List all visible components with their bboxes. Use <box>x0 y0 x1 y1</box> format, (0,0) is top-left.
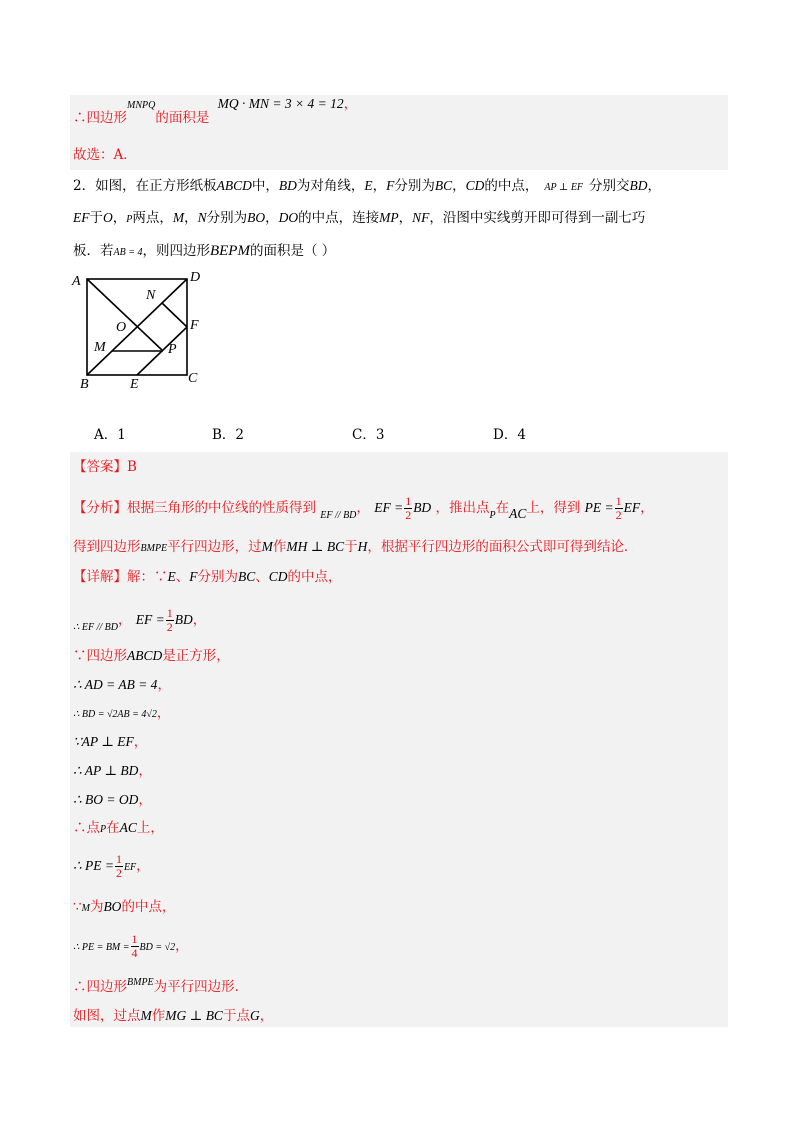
answer-line: 【答案】B <box>73 459 137 475</box>
detail-line-3: ∵四边形ABCD是正方形， <box>73 648 230 664</box>
label-n: N <box>146 288 156 303</box>
analysis-line-1: 【分析】根据三角形的中位线的性质得到 $_{EF // BD}$， EF = $\frac{1}{2}$ BD ，推出点$_P$在AC上，得到 PE = $\frac{1}{2}$ EF， <box>73 494 654 522</box>
label-o: O <box>116 320 127 335</box>
solution-highlight-top <box>70 95 728 170</box>
detail-line-11: ∵M为BO的中点， <box>73 899 176 915</box>
label-e: E <box>130 377 139 392</box>
choice-a[interactable]: A．1 <box>94 427 126 443</box>
choice-c[interactable]: C．3 <box>352 427 385 443</box>
choice-d[interactable]: D．4 <box>493 427 526 443</box>
top-line-1: ∴四边形$^{MNPQ}$的面积是 MQ · MN = 3 × 4 = 12， <box>73 96 358 126</box>
frac-half: $\frac{1}{2}$ <box>115 852 122 880</box>
choice-b[interactable]: B．2 <box>212 427 245 443</box>
tangram-square-figure <box>70 268 210 393</box>
line-nf <box>162 303 187 327</box>
frac-half: $\frac{1}{2}$ <box>166 606 173 634</box>
detail-line-13: ∴四边形$^{BMPE}$为平行四边形． <box>73 977 249 995</box>
detail-line-5: ∴ BD = √2AB = 4√2， <box>73 705 171 721</box>
detail-line-7: ∴ AP ⊥ BD， <box>73 763 152 779</box>
detail-line-12: ∴ PE = BM = $\frac{1}{4}$ BD = √2， <box>73 932 189 960</box>
label-m: M <box>94 340 106 355</box>
detail-line-8: ∴ BO = OD， <box>73 792 152 808</box>
analysis-line-2: 得到四边形BMPE平行四边形，过M作MH ⊥ BC于H，根据平行四边形的面积公式即可得到结论． <box>73 539 638 555</box>
label-c: C <box>188 371 198 386</box>
detail-line-2: $_{\therefore EF // BD}$， EF = $\frac{1}{2}$ BD， <box>73 606 207 634</box>
frac-half: $\frac{1}{2}$ <box>405 494 412 522</box>
question-line-1: 2．如图，在正方形纸板ABCD中，BD为对角线，E，F分别为BC，CD的中点， AP ⊥ EF 分别交BD， <box>73 178 662 194</box>
detail-line-14: 如图，过点M作MG ⊥ BC于点G， <box>73 1008 274 1024</box>
label-d: D <box>190 270 201 285</box>
top-line-2: 故选：A． <box>73 147 137 163</box>
frac-half: $\frac{1}{2}$ <box>615 494 622 522</box>
label-a: A <box>72 274 81 289</box>
detail-line-9: ∴点P在AC上， <box>73 820 164 836</box>
label-f: F <box>190 318 199 333</box>
label-p: P <box>168 342 177 357</box>
question-line-3: 板．若AB = 4，则四边形BEPM的面积是（ ） <box>73 243 336 259</box>
detail-line-1: 【详解】解：∵E、F分别为BC、CD的中点， <box>73 569 342 585</box>
frac-quarter: $\frac{1}{4}$ <box>131 932 138 960</box>
detail-line-4: ∴ AD = AB = 4， <box>73 677 171 693</box>
label-b: B <box>80 377 89 392</box>
detail-line-10: ∴ PE = $\frac{1}{2}$ EF， <box>73 852 150 880</box>
detail-line-6: ∵AP ⊥ EF， <box>73 734 148 750</box>
question-line-2: EF于O，P两点，M，N分别为BO，DO的中点，连接MP，NF，沿图中实线剪开即可得到一副七巧 <box>73 210 646 226</box>
